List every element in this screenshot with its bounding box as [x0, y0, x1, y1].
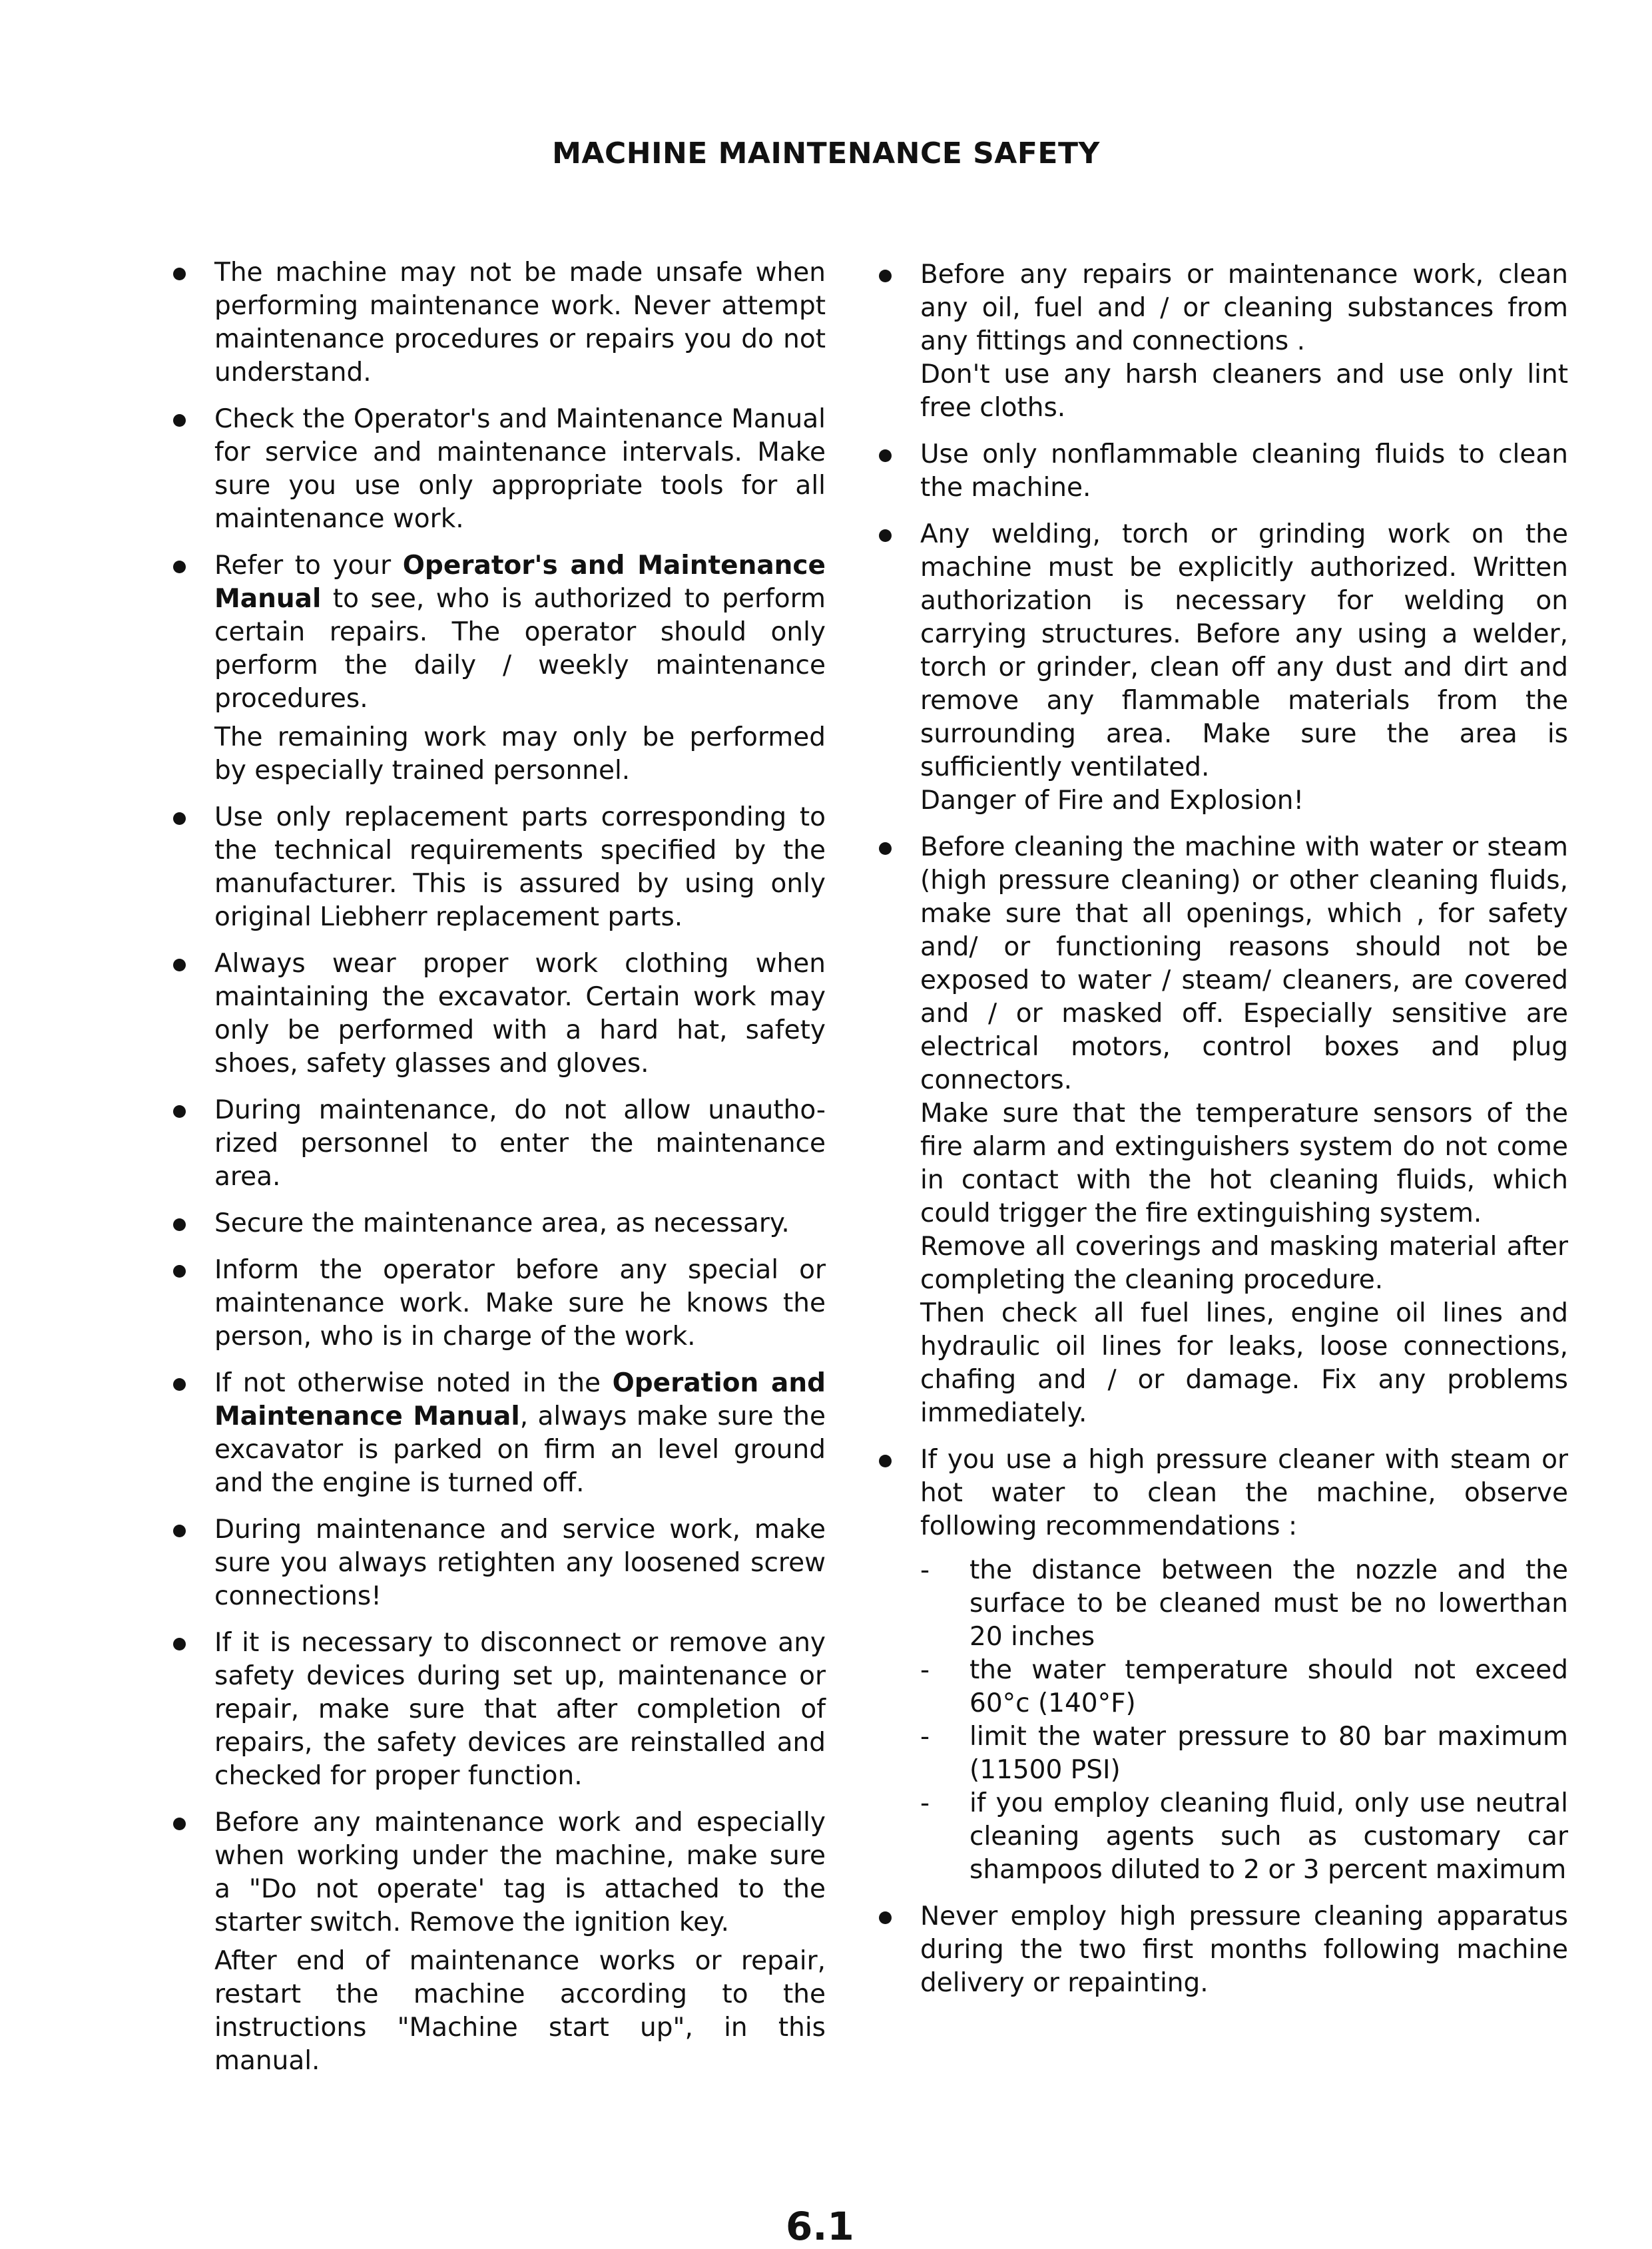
bullet-icon — [879, 449, 892, 462]
item-text: If it is necessary to disconnect or remove any safety devices during set up, maintenance or repair, make sure that after completion of repairs, the safety devices are reinstalled and checked for proper function. — [214, 1628, 826, 1791]
bullet-icon — [879, 1911, 892, 1924]
bullet-icon — [879, 1455, 892, 1467]
bullet-icon — [173, 1638, 186, 1650]
bullet-icon — [173, 1378, 186, 1391]
item-paragraph: Make sure that the temperature sensors of the fire alarm and extinguishers system do not come in contact with the hot cleaning fluids, which could trigger the fire extinguishing system. — [920, 1099, 1568, 1228]
manual-reference: Operator's and Maintenance Manual — [214, 551, 826, 614]
text-run: If not otherwise noted in the — [214, 1368, 613, 1398]
bullet-icon — [173, 1818, 186, 1830]
item-text: The machine may not be made unsafe when performing maintenance work. Never attempt maintenance procedures or repairs you do not understand. — [214, 258, 826, 387]
item-text: Use only replacement parts corresponding to the technical requirements specified by the manufacturer. This is assured by using only original Liebherr replacement parts. — [214, 802, 826, 932]
bullet-icon — [173, 268, 186, 280]
sub-list-item — [920, 1554, 1568, 1654]
list-item — [160, 403, 826, 536]
dash-icon: - — [920, 1655, 930, 1685]
item-text: Inform the operator before any special or maintenance work. Make sure he knows the person, who is in charge of the work. — [214, 1255, 826, 1352]
item-text: Always wear proper work clothing when maintaining the excavator. Certain work may only be performed with a hard hat, safety shoes, safety glasses and gloves. — [214, 949, 826, 1079]
item-paragraph: Don't use any harsh cleaners and use only lint free cloths. — [920, 360, 1568, 423]
list-item — [160, 801, 826, 934]
list-item — [160, 1806, 826, 2078]
list-item — [866, 1443, 1568, 1887]
item-paragraph: After end of maintenance works or repair, restart the machine according to the instructions "Machine start up", in this manual. — [214, 1946, 826, 2076]
list-item — [866, 518, 1568, 818]
sub-item-text: the water temperature should not exceed 60°c (140°F) — [969, 1655, 1568, 1718]
sub-list-item — [920, 1720, 1568, 1787]
item-text: Before cleaning the machine with water or steam (high pressure cleaning) or other cleaning fluids, make sure that all openings, which , for safety and/ or functioning reasons should not be exposed to water / steam/ cleaners, are covered and / or masked off. Especially sensitive are electrical motors, control boxes and plug connectors. — [920, 832, 1568, 1095]
bullet-icon — [173, 812, 186, 825]
list-item — [160, 1207, 826, 1240]
sub-item-text: if you employ cleaning fluid, only use neutral cleaning agents such as customary car shampoos diluted to 2 or 3 percent maximum — [969, 1788, 1568, 1885]
list-item — [866, 438, 1568, 505]
dash-icon: - — [920, 1788, 930, 1818]
dash-icon: - — [920, 1555, 930, 1585]
text-run: , always make sure the excavator is parked on firm an level ground and the engine is turned off. — [214, 1401, 826, 1498]
manual-reference: Operation and Maintenance Manual — [214, 1368, 826, 1431]
bullet-icon — [173, 414, 186, 427]
item-text: If you use a high pressure cleaner with steam or hot water to clean the machine, observe following recommendations : — [920, 1445, 1568, 1541]
sub-list-item — [920, 1787, 1568, 1887]
item-text: Before any repairs or maintenance work, clean any oil, fuel and / or cleaning substances from any fittings and connections . — [920, 260, 1568, 356]
item-paragraph: Then check all fuel lines, engine oil lines and hydraulic oil lines for leaks, loose connections, chafing and / or damage. Fix any problems immediately. — [920, 1298, 1568, 1428]
item-text: Before any maintenance work and especially when working under the machine, make sure a "Do not operate' tag is attached to the starter switch. Remove the ignition key. — [214, 1808, 826, 1937]
item-text: Use only nonflammable cleaning fluids to clean the machine. — [920, 439, 1568, 503]
list-item — [866, 1900, 1568, 2000]
page-number: 6.1 — [786, 2204, 854, 2249]
item-text: Any welding, torch or grinding work on the machine must be explicitly authorized. Written authorization is necessary for welding on carrying structures. Before any using a welder, torch or grinder, clean off any dust and dirt and remove any flammable materials from the surrounding area. Make sure the area is sufficiently ventilated. — [920, 519, 1568, 782]
item-text: Never employ high pressure cleaning apparatus during the two first months following machine delivery or repainting. — [920, 1901, 1568, 1998]
text-run: Refer to your — [214, 551, 403, 581]
bullet-icon — [879, 842, 892, 855]
list-item — [866, 831, 1568, 1430]
page-title: MACHINE MAINTENANCE SAFETY — [552, 136, 1100, 170]
list-item — [160, 1367, 826, 1500]
item-text: During maintenance and service work, make sure you always retighten any loosened screw connections! — [214, 1515, 826, 1611]
sub-item-text: the distance between the nozzle and the surface to be cleaned must be no lowerthan 20 inches — [969, 1555, 1568, 1652]
sub-item-text: limit the water pressure to 80 bar maximum (11500 PSI) — [969, 1722, 1568, 1785]
bullet-icon — [173, 1265, 186, 1278]
bullet-icon — [173, 1218, 186, 1231]
list-item — [866, 258, 1568, 425]
list-item — [160, 1094, 826, 1194]
item-text: During maintenance, do not allow unautho-rized personnel to enter the maintenance area. — [214, 1095, 826, 1192]
bullet-icon — [173, 959, 186, 971]
item-paragraph: Remove all coverings and masking material after completing the cleaning procedure. — [920, 1232, 1568, 1295]
bullet-icon — [879, 529, 892, 542]
item-paragraph: The remaining work may only be performed by especially trained personnel. — [214, 722, 826, 786]
list-item — [160, 1626, 826, 1793]
text-run: to see, who is authorized to perform certain repairs. The operator should only perform the daily / weekly maintenance procedures. — [214, 584, 826, 714]
sub-list-item — [920, 1654, 1568, 1720]
item-paragraph: Danger of Fire and Explosion! — [920, 786, 1304, 816]
dash-icon: - — [920, 1722, 930, 1752]
list-item — [160, 256, 826, 389]
bullet-icon — [173, 1105, 186, 1118]
right-column — [866, 258, 1568, 2013]
bullet-icon — [173, 561, 186, 573]
list-item — [160, 947, 826, 1081]
list-item — [160, 1513, 826, 1613]
item-text — [214, 1367, 826, 1500]
sub-list — [920, 1554, 1568, 1887]
item-text — [214, 549, 826, 716]
bullet-icon — [173, 1525, 186, 1537]
list-item — [160, 1254, 826, 1354]
bullet-icon — [879, 270, 892, 282]
left-column — [160, 256, 826, 2091]
item-text: Check the Operator's and Maintenance Manual for service and maintenance intervals. Make sure you use only appropriate tools for all maintenance work. — [214, 404, 826, 534]
list-item — [160, 549, 826, 788]
item-text: Secure the maintenance area, as necessary. — [214, 1208, 790, 1238]
